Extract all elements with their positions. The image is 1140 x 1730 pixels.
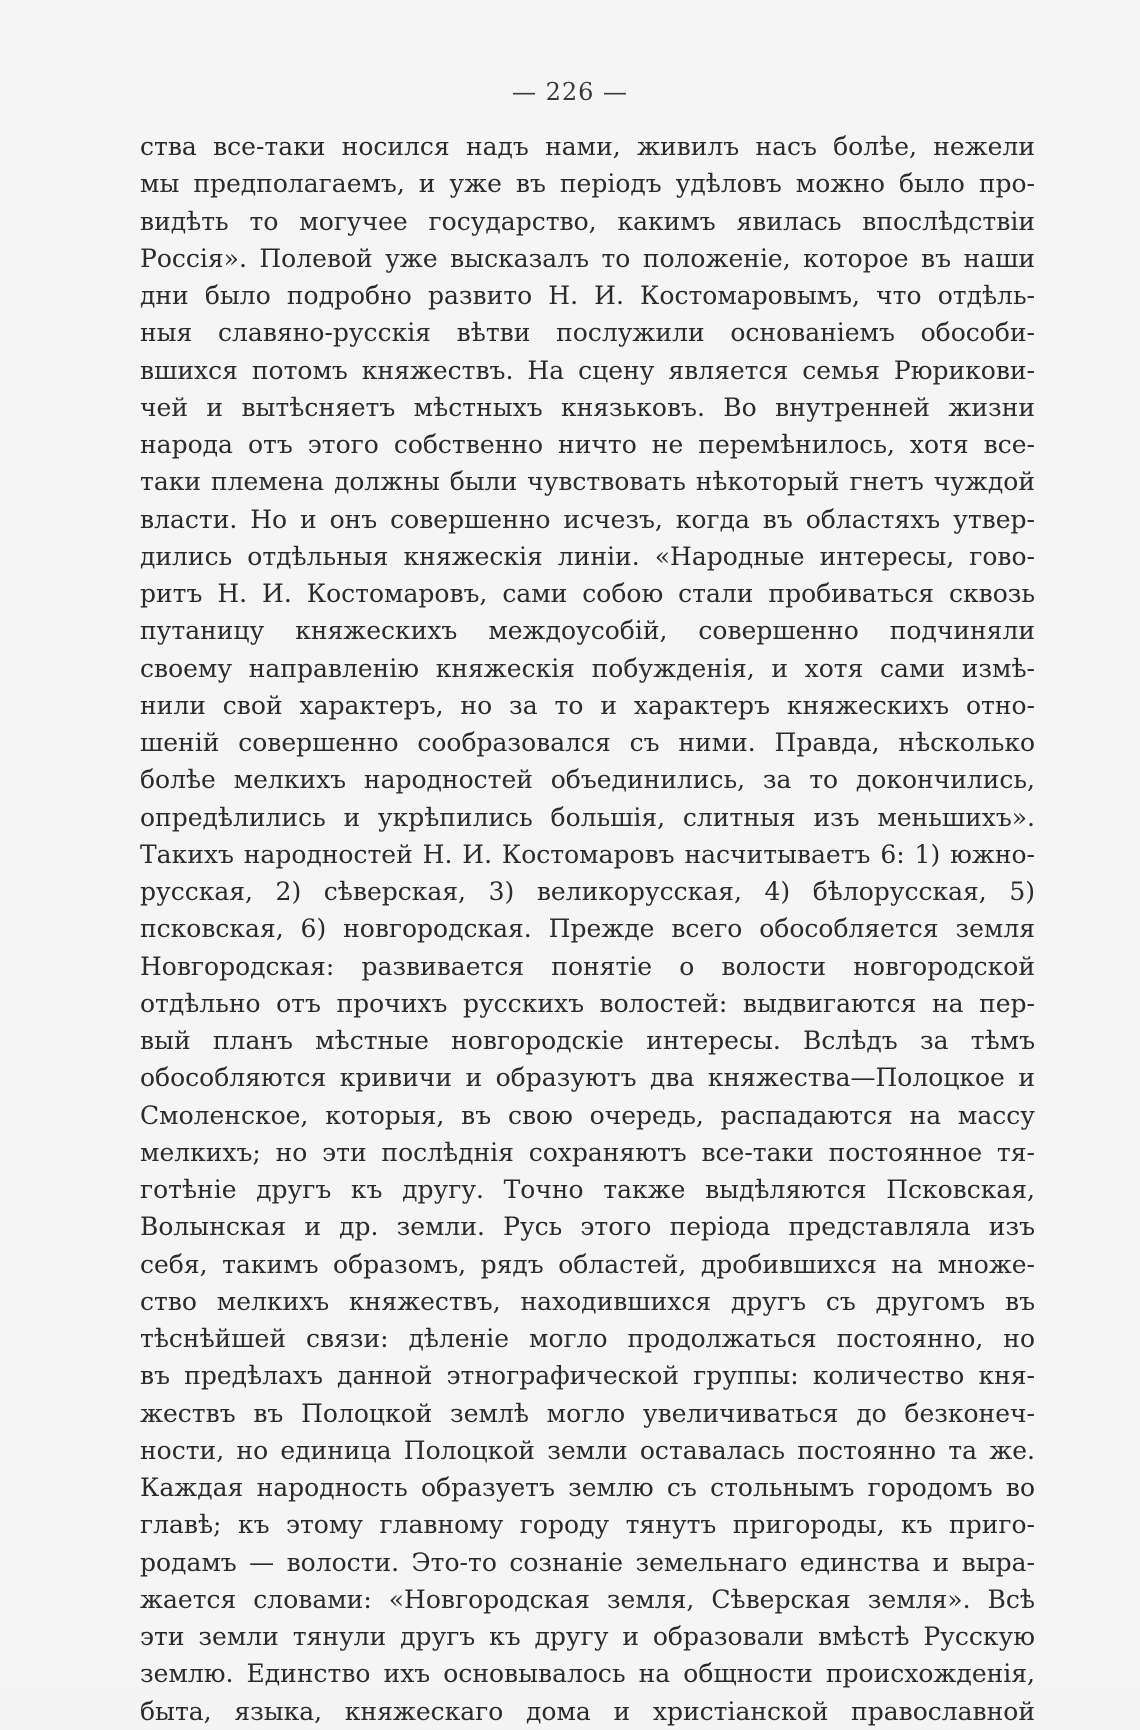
text-line: ныя славяно-русскія вѣтви послужили основаніемъ обособи- [140,318,1035,348]
text-line: власти. Но и онъ совершенно исчезъ, когда въ областяхъ утвер- [140,504,1035,534]
text-line: въ предѣлахъ данной этнографической группы: количество кня- [140,1361,1035,1391]
text-line: тѣснѣйшей связи: дѣленіе могло продолжаться постоянно, но [140,1324,1035,1353]
text-line: эти земли тянули другъ къ другу и образовали вмѣстѣ Русскую [140,1622,1035,1651]
text-line: дились отдѣльныя княжескія линіи. «Народные интересы, гово- [140,541,1035,571]
text-line: путаницу княжескихъ междоусобій, совершенно подчиняли [140,616,1035,646]
body-text [140,128,1035,1730]
text-line: вшихся потомъ княжествъ. На сцену является семья Рюрикови- [140,355,1035,385]
text-line: Смоленское, которыя, въ свою очередь, распадаются на массу [140,1100,1035,1130]
text-line: шеній совершенно сообразовался съ ними. Правда, нѣсколько [140,728,1035,757]
text-line: мы предполагаемъ, и уже въ періодъ удѣловъ можно было про- [140,169,1035,199]
text-line: себя, такимъ образомъ, рядъ областей, дробившихся на множе- [140,1249,1035,1279]
text-line: нили свой характеръ, но за то и характеръ княжескихъ отно- [140,690,1035,720]
text-line: дни было подробно развито Н. И. Костомаровымъ, что отдѣль- [140,281,1035,310]
text-line: своему направленію княжескія побужденія, и хотя сами измѣ- [140,653,1035,683]
text-line: мелкихъ; но эти послѣднія сохраняютъ все-таки постоянное тя- [140,1137,1035,1167]
text-line: жествъ въ Полоцкой землѣ могло увеличиваться до безконеч- [140,1398,1035,1428]
text-line: жается словами: «Новгородская земля, Сѣверская земля». Всѣ [140,1584,1035,1614]
page-number: — 226 — [511,78,629,106]
text-line: Новгородская: развивается понятіе о волости новгородской [140,951,1035,981]
text-line: Волынская и др. земли. Русь этого періода представляла изъ [140,1212,1035,1242]
text-line: ритъ Н. И. Костомаровъ, сами собою стали пробиваться сквозь [140,579,1035,608]
text-line: быта, языка, княжескаго дома и христіанской православной [140,1696,1035,1726]
text-line: обособляются кривичи и образуютъ два княжества—Полоцкое и [140,1063,1035,1093]
text-line: Россія». Полевой уже высказалъ то положеніе, которое въ наши [140,243,1035,273]
text-line: вый планъ мѣстные новгородскіе интересы. Вслѣдъ за тѣмъ [140,1026,1035,1055]
text-line: Каждая народность образуетъ землю съ стольнымъ городомъ во [140,1473,1035,1502]
text-line: чей и вытѣсняетъ мѣстныхъ князьковъ. Во внутренней жизни [140,392,1035,422]
text-line: ство мелкихъ княжествъ, находившихся другъ съ другомъ въ [140,1286,1035,1316]
text-line: ства все-таки носился надъ нами, живилъ насъ болѣе, нежели [140,132,1035,161]
text-line: главѣ; къ этому главному городу тянутъ пригороды, къ приго- [140,1510,1035,1540]
text-line: землю. Единство ихъ основывалось на общности происхожденія, [140,1659,1035,1689]
text-line: Такихъ народностей Н. И. Костомаровъ насчитываетъ 6: 1) южно- [140,839,1035,869]
text-line: таки племена должны были чувствовать нѣкоторый гнетъ чуждой [140,467,1035,497]
text-line: опредѣлились и укрѣпились большія, слитныя изъ меньшихъ». [140,802,1035,832]
text-line: народа отъ этого собственно ничто не перемѣнилось, хотя все- [140,430,1035,459]
text-line: русская, 2) сѣверская, 3) великорусская, 4) бѣлорусская, 5) [140,877,1035,906]
text-line: видѣть то могучее государство, какимъ явилась впослѣдствіи [140,206,1035,236]
text-line: ности, но единица Полоцкой земли оставалась постоянно та же. [140,1435,1035,1465]
text-line: родамъ — волости. Это-то сознаніе земельнаго единства и выра- [140,1547,1035,1577]
text-line: псковская, 6) новгородская. Прежде всего обособляется земля [140,914,1035,944]
text-line: готѣніе другъ къ другу. Точно также выдѣляются Псковская, [140,1175,1035,1204]
text-line: болѣе мелкихъ народностей объединились, за то докончились, [140,765,1035,795]
text-line: отдѣльно отъ прочихъ русскихъ волостей: выдвигаются на пер- [140,988,1035,1018]
